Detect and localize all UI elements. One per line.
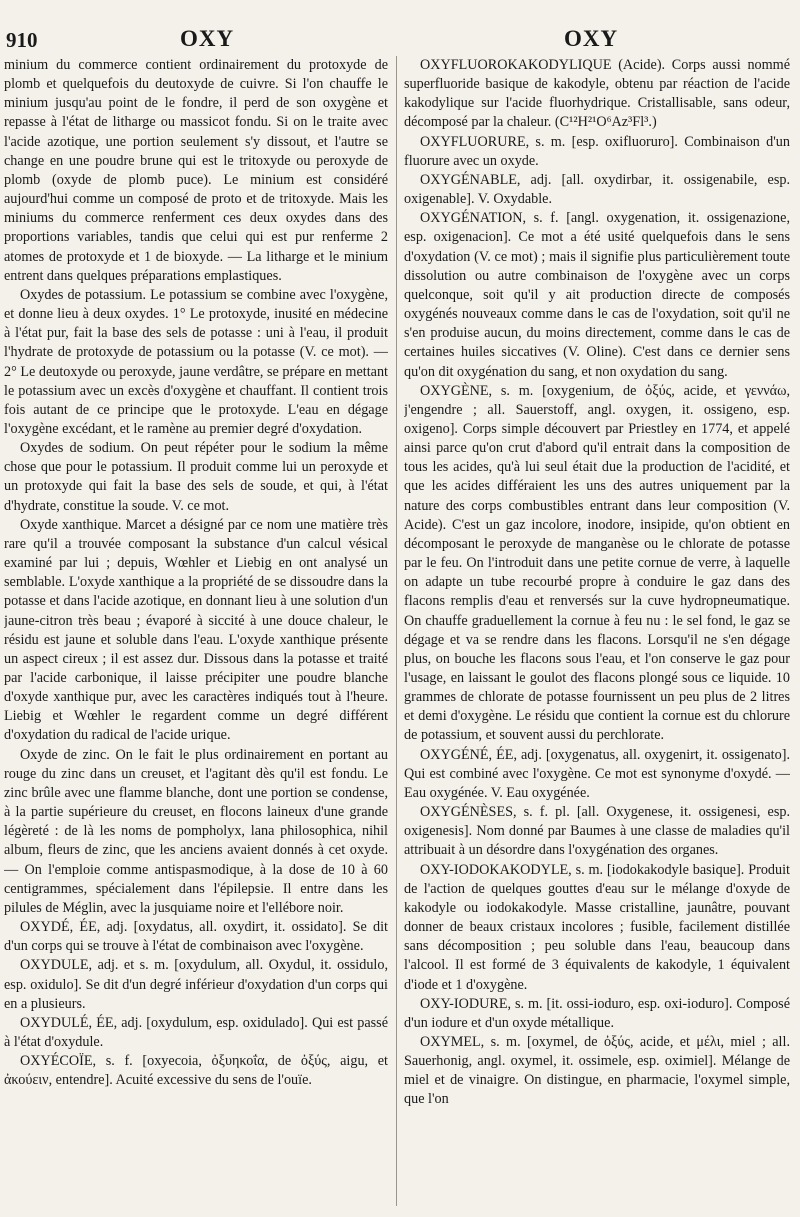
entry-paragraph: minium du commerce contient ordinairement du protoxyde de plomb et quelquefois du deutoxyde de cuivre. Si l'on chauffe le minium jusqu'au point de le fondre, il perd de son oxygène et repasse à l'état de litharge ou massicot fondu. Si on le traite avec l'acide azotique, une portion seulement s'y dissout, et l'autre se change en une poudre brune qui est le tritoxyde ou peroxyde de plomb (oxyde de plomb puce). Le minium est considéré aujourd'hui comme un composé de proto et de tritoxyde. Mais les miniums du commerce renferment ces deux oxydes dans des proportions variables, tandis que celui qui est pur renferme 2 atomes de protoxyde et 1 de bioxyde. — La litharge et le minium entrent dans quelques préparations emplastiques. xyxy=(4,57,388,284)
entry-paragraph: OXYDULE, adj. et s. m. [oxydulum, all. Oxydul, it. ossidulo, esp. oxidulo]. Se dit d'un degré inférieur d'oxydation d'un corps qui en a plusieurs. xyxy=(4,957,388,1012)
entry-paragraph: OXYDÉ, ÉE, adj. [oxydatus, all. oxydirt, it. ossidato]. Se dit d'un corps qui se trouve à l'état de combinaison avec l'oxygène. xyxy=(4,919,388,955)
entry-paragraph: OXYGÉNÈSES, s. f. pl. [all. Oxygenese, it. ossigenesi, esp. oxigenesis]. Nom donné par Baumes à une classe de maladies qu'il attribuait à un désordre dans l'oxygénation des organes. xyxy=(404,804,790,859)
entry-paragraph: Oxyde de zinc. On le fait le plus ordinairement en portant au rouge du zinc dans un creuset, et l'agitant dès qu'il est fondu. Le zinc brûle avec une flamme blanche, dont une portion se condense, à la partie supérieure du creuset, en flocons laineux d'une grande légèreté : de là les noms de pompholyx, lana philosophica, nihil album, fleurs de zinc, que les anciens avaient donnés à cet oxyde. — On l'emploie comme antispasmodique, à la dose de 10 à 60 centigrammes, spécialement dans l'épilepsie. Il entre dans les pilules de Méglin, avec la jusquiame noire et l'ellébore noir. xyxy=(4,746,388,916)
entry-paragraph: Oxydes de potassium. Le potassium se combine avec l'oxygène, et donne lieu à deux oxydes. 1° Le protoxyde, inusité en médecine à l'état pur, fait la base des sels de potasse : uni à l'eau, il produit l'hydrate de protoxyde de potassium ou la potasse (V. ce mot). — 2° Le deutoxyde ou peroxyde, jaune verdâtre, se prépare en mettant le potassium avec un excès d'oxygène et chauffant. Il contient trois fois autant de ce principe que le protoxyde. L'eau en dégage l'oxygène excédant, et le ramène au premier degré d'oxydation. xyxy=(4,286,388,437)
entry-paragraph: Oxyde xanthique. Marcet a désigné par ce nom une matière très rare qu'il a trouvée composant la substance d'un calcul vésical examiné par lui ; depuis, Wœhler et Liebig en ont analysé un semblable. L'oxyde xanthique a la propriété de se dissoudre dans la potasse et dans l'acide azotique, en donnant lieu à une solution d'un jaune-citron très beau ; évaporé à siccité à une douce chaleur, le résidu est jaune et soluble dans l'eau. L'oxyde xanthique présente un aspect cireux ; il est assez dur. Dissous dans la potasse et traité par l'acide carbonique, il laisse précipiter une poudre blanche d'oxyde xanthique pur, avec les caractères indiqués tout à l'heure. Liebig et Wœhler le regardent comme un degré différent d'oxydation du radical de l'acide urique. xyxy=(4,516,388,744)
column-divider xyxy=(396,56,397,1206)
left-column xyxy=(4,56,388,1206)
entry-paragraph: OXY-IODURE, s. m. [it. ossi-ioduro, esp. oxi-ioduro]. Composé d'un iodure et d'un oxyde métallique. xyxy=(404,995,790,1031)
entry-paragraph: OXYGÉNÉ, ÉE, adj. [oxygenatus, all. oxygenirt, it. ossigenato]. Qui est combiné avec l'oxygène. Ce mot est synonyme d'oxydé. — Eau oxygénée. V. Eau oxygénée. xyxy=(404,746,790,801)
page-header xyxy=(0,24,800,54)
entry-paragraph: OXYÉCOÏE, s. f. [oxyecoia, ὀξυηκοΐα, de ὀξύς, aigu, et ἀκούειν, entendre]. Acuité excessive du sens de l'ouïe. xyxy=(4,1053,388,1089)
entry-paragraph: OXYFLUORURE, s. m. [esp. oxifluoruro]. Combinaison d'un fluorure avec un oxyde. xyxy=(404,133,790,169)
entry-paragraph: OXYGÈNE, s. m. [oxygenium, de ὀξύς, acide, et γεννάω, j'engendre ; all. Sauerstoff, angl. oxygen, it. ossigeno, esp. oxigeno]. Corps simple découvert par Priestley en 1774, et appelé ainsi parce qu'on crut d'abord qu'il entrait dans la composition de tous les acides, qu'à lui seul était due la production de l'acidité, et que les acides différaient les uns des autres uniquement par la nature des corps combustibles entrant dans leur composition (V. Acide). C'est un gaz incolore, inodore, insipide, qu'on obtient en décomposant le peroxyde de manganèse ou le chlorate de potasse par le feu. On l'introduit dans une petite cornue de verre, à laquelle on adapte un tube recourbé propre à conduire le gaz dans des flacons remplis d'eau et renversés sur la cuve hydropneumatique. On chauffe graduellement la cornue à feu nu : le sel fond, le gaz se dégage et va se rendre dans les flacons. Lorsqu'il ne s'en dégage plus, on bouche les flacons sous l'eau, et l'on conserve le gaz pour l'usage, en laissant le goulot des flacons plongé sous ce liquide. 10 grammes de chlorate de potasse fournissent un peu plus de 2 litres et demi d'oxygène. Le résidu que contient la cornue est du chlorure de potassium, et souvent aussi du perchlorate. xyxy=(404,382,790,744)
page-number: 910 xyxy=(6,28,38,52)
entry-paragraph: OXYFLUOROKAKODYLIQUE (Acide). Corps aussi nommé superfluoride basique de kakodyle, obtenu par réaction de l'acide kakodylique sur l'acide fluorhydrique. Cristallisable, sans odeur, décomposé par la chaleur. (C¹²H²¹O⁶Az³Fl³.) xyxy=(404,57,790,131)
entry-paragraph: OXYMEL, s. m. [oxymel, de ὀξύς, acide, et μέλι, miel ; all. Sauerhonig, angl. oxymel, it. ossimele, esp. oximiel]. Mélange de miel et de vinaigre. On distingue, en pharmacie, l'oxymel simple, que l'on xyxy=(404,1033,790,1108)
entry-paragraph: OXYGÉNATION, s. f. [angl. oxygenation, it. ossigenazione, esp. oxigenacion]. Ce mot a été usité quelquefois dans le sens d'oxydation (V. ce mot) ; mais il signifie plus particulièrement toute dissolution ou autre combinaison de l'oxygène avec un corps quelconque, soit qu'il y ait production directe de composés oxygénés nouveaux comme dans le cas de l'oxydation, soit qu'il ne s'en produise aucun, du moins directement, comme dans le cas de certaines huiles siccatives (V. Oline). C'est dans ce dernier sens qu'on dit oxygénation du sang, et non oxydation du sang. xyxy=(404,210,790,380)
entry-paragraph: OXYDULÉ, ÉE, adj. [oxydulum, esp. oxidulado]. Qui est passé à l'état d'oxydule. xyxy=(4,1014,388,1050)
running-head-right: OXY xyxy=(564,26,619,51)
entry-paragraph: Oxydes de sodium. On peut répéter pour le sodium la même chose que pour le potassium. Il produit comme lui un peroxyde et un protoxyde qui fait la base des sels de soude, et qui, à l'état d'hydrate, constitue la soude. V. ce mot. xyxy=(4,440,388,514)
entry-paragraph: OXY-IODOKAKODYLE, s. m. [iodokakodyle basique]. Produit de l'action de quelques gouttes d'eau sur le mélange d'oxyde de kakodyle ou iodokakodyle. Masse cristalline, jaunâtre, pouvant donner de beaux cristaux incolores ; fusible, facilement distillée sans décomposition ; peu soluble dans l'eau, beaucoup dans l'alcool. Il est formé de 3 équivalents de kakodyle, 1 équivalent d'iode et 1 d'oxygène. xyxy=(404,861,790,993)
running-head-left: OXY xyxy=(180,26,235,51)
entry-paragraph: OXYGÉNABLE, adj. [all. oxydirbar, it. ossigenabile, esp. oxigenable]. V. Oxydable. xyxy=(404,171,790,208)
right-column xyxy=(404,56,790,1206)
